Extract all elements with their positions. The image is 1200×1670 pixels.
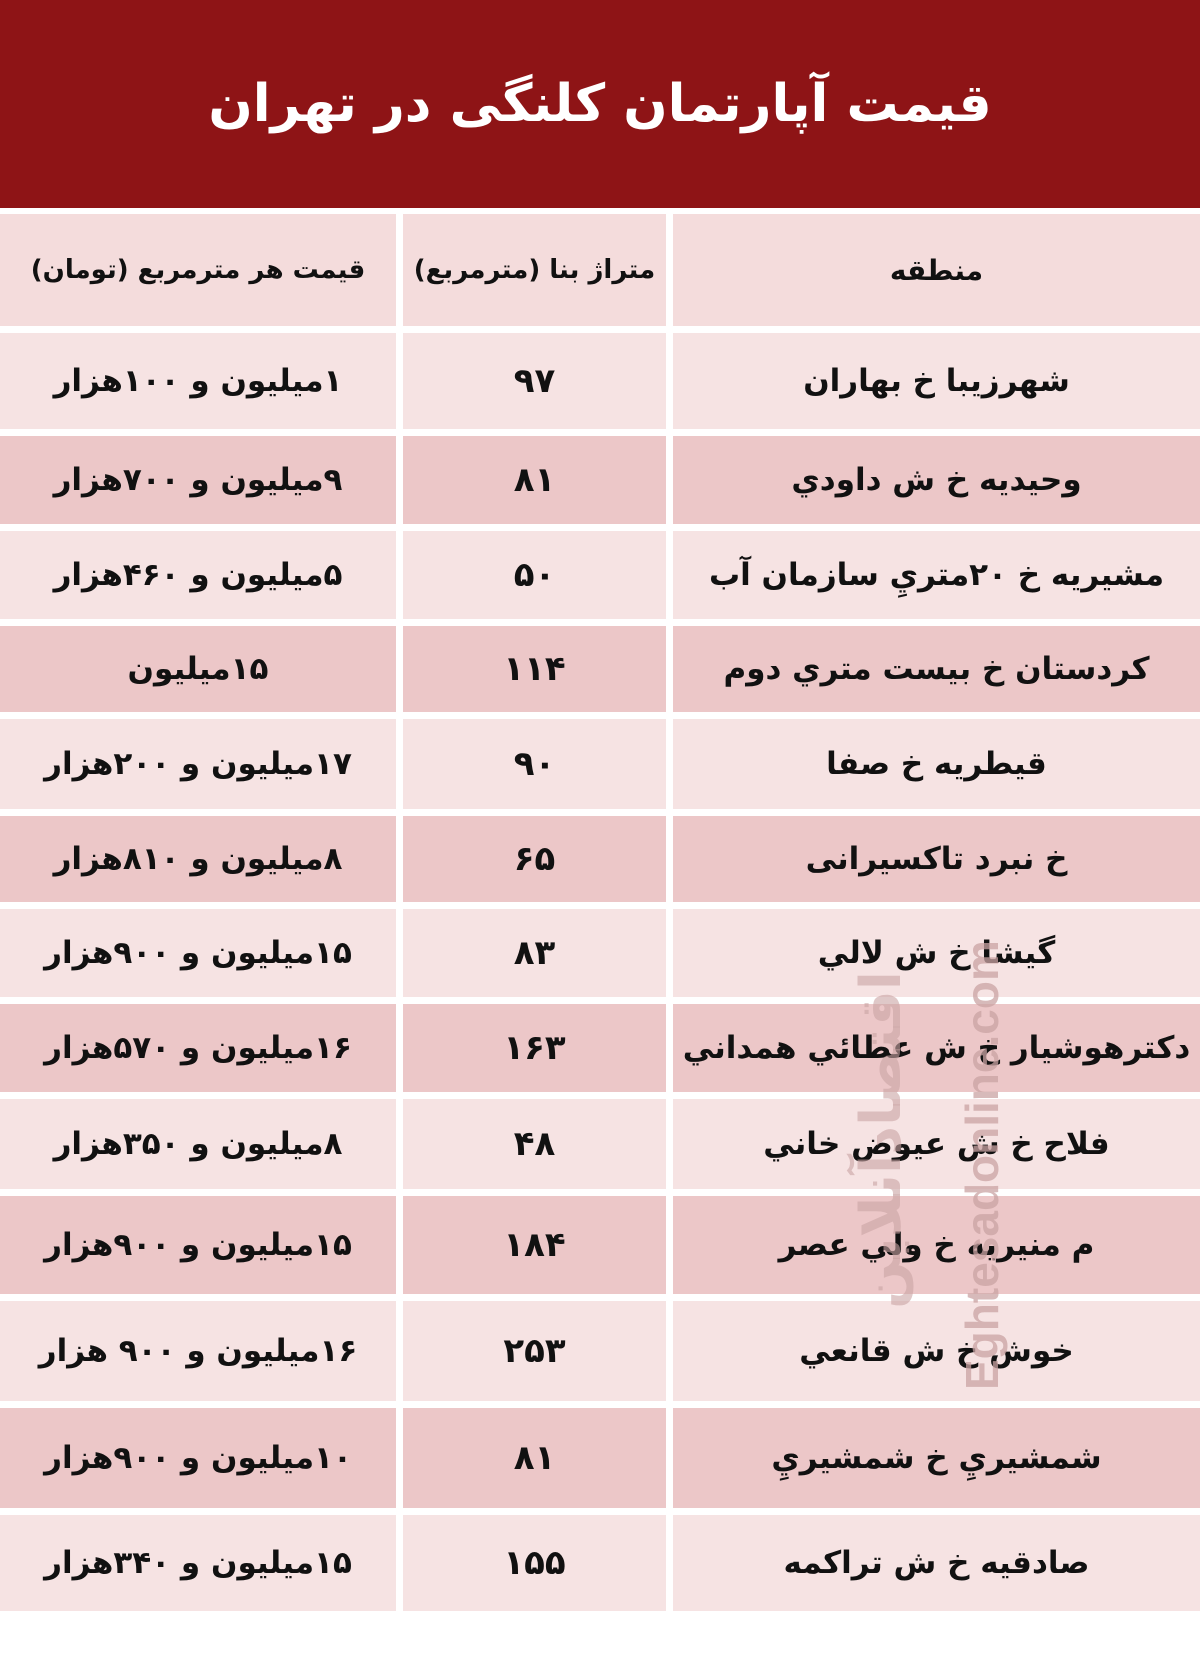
table-row [0, 1301, 1200, 1401]
cell-region: فلاح خ ش عیوض خاني [673, 1099, 1200, 1189]
column-header-price: قیمت هر مترمربع (تومان) [0, 214, 396, 326]
table-body [0, 333, 1200, 1611]
table-row [0, 1408, 1200, 1508]
table-row [0, 1004, 1200, 1092]
cell-region: خ نبرد تاکسیرانی [673, 816, 1200, 902]
cell-region: مشیریه خ ۲۰متريِ سازمان آب [673, 531, 1200, 619]
table-row [0, 1196, 1200, 1294]
cell-price: ۱۶میلیون و ۹۰۰ هزار [0, 1301, 396, 1401]
cell-region: م منیریه خ ولي عصر [673, 1196, 1200, 1294]
cell-price: ۸میلیون و ۳۵۰هزار [0, 1099, 396, 1189]
cell-area: ۱۵۵ [403, 1515, 666, 1611]
cell-area: ۶۵ [403, 816, 666, 902]
column-header-region: منطقه [673, 214, 1200, 326]
table-row [0, 531, 1200, 619]
cell-area: ۸۱ [403, 1408, 666, 1508]
table-row [0, 436, 1200, 524]
cell-price: ۹میلیون و ۷۰۰هزار [0, 436, 396, 524]
cell-area: ۲۵۳ [403, 1301, 666, 1401]
watermark-url: Eghtesadonline.com [956, 940, 1008, 1390]
cell-price: ۱۵میلیون و ۹۰۰هزار [0, 1196, 396, 1294]
cell-region: شمشیريِ خ شمشیريِ [673, 1408, 1200, 1508]
cell-area: ۹۰ [403, 719, 666, 809]
title-bar [0, 0, 1200, 208]
cell-region: کردستان خ بیست متري دوم [673, 626, 1200, 712]
table-row [0, 1515, 1200, 1611]
cell-area: ۵۰ [403, 531, 666, 619]
table-row [0, 333, 1200, 429]
table-row [0, 816, 1200, 902]
cell-price: ۱۵میلیون [0, 626, 396, 712]
cell-price: ۱میلیون و ۱۰۰هزار [0, 333, 396, 429]
cell-area: ۱۶۳ [403, 1004, 666, 1092]
cell-region: قیطریه خ صفا [673, 719, 1200, 809]
cell-region: دکترهوشیار خ ش عطائي همداني [673, 1004, 1200, 1092]
price-table [0, 214, 1200, 1618]
cell-area: ۹۷ [403, 333, 666, 429]
cell-region: وحیدیه خ ش داودي [673, 436, 1200, 524]
cell-region: گیشا خ ش لالي [673, 909, 1200, 997]
cell-area: ۱۸۴ [403, 1196, 666, 1294]
cell-area: ۸۳ [403, 909, 666, 997]
cell-price: ۵میلیون و ۴۶۰هزار [0, 531, 396, 619]
cell-price: ۱۵میلیون و ۹۰۰هزار [0, 909, 396, 997]
table-row [0, 909, 1200, 997]
table-header-row [0, 214, 1200, 326]
cell-price: ۱۰میلیون و ۹۰۰هزار [0, 1408, 396, 1508]
cell-area: ۱۱۴ [403, 626, 666, 712]
page-title: قیمت آپارتمان کلنگی در تهران [208, 74, 992, 134]
cell-price: ۱۵میلیون و ۳۴۰هزار [0, 1515, 396, 1611]
column-header-area: متراژ بنا (مترمربع) [403, 214, 666, 326]
cell-region: خوش خ ش قانعي [673, 1301, 1200, 1401]
cell-price: ۱۷میلیون و ۲۰۰هزار [0, 719, 396, 809]
cell-price: ۸میلیون و ۸۱۰هزار [0, 816, 396, 902]
table-row [0, 719, 1200, 809]
cell-area: ۸۱ [403, 436, 666, 524]
cell-region: شهرزیبا خ بهاران [673, 333, 1200, 429]
watermark-logo-text: اقتصادآنلاین [849, 971, 914, 1309]
cell-price: ۱۶میلیون و ۵۷۰هزار [0, 1004, 396, 1092]
table-row [0, 1099, 1200, 1189]
table-row [0, 626, 1200, 712]
cell-region: صادقیه خ ش تراکمه [673, 1515, 1200, 1611]
cell-area: ۴۸ [403, 1099, 666, 1189]
